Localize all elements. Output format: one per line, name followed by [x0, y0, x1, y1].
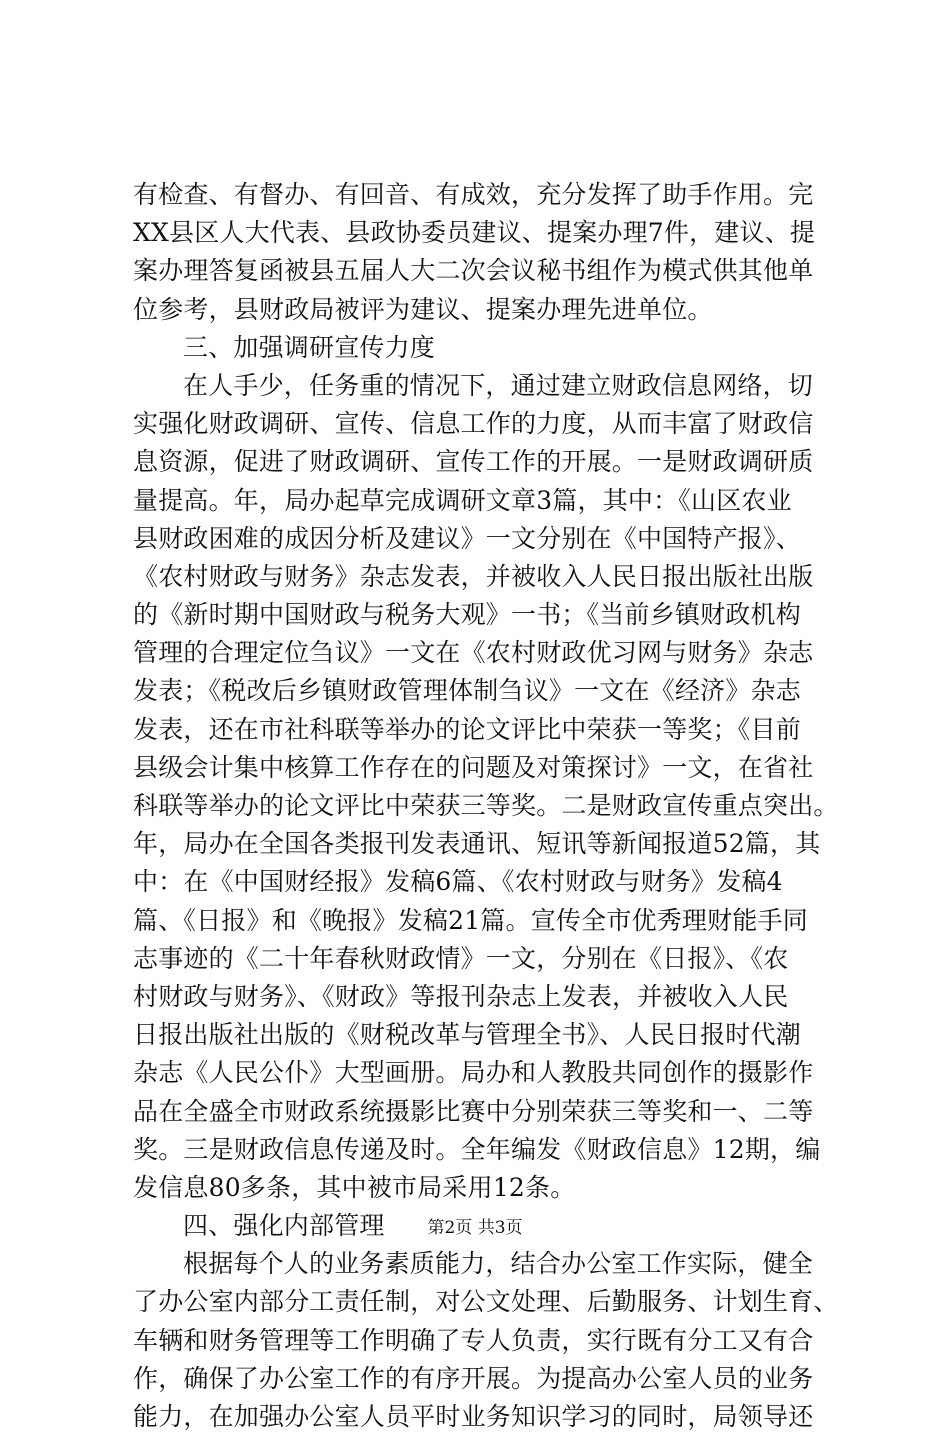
section-heading: 三、加强调研宣传力度	[183, 332, 436, 362]
text-line: 管理的合理定位刍议》一文在《农村财政优习网与财务》杂志	[133, 638, 814, 668]
text-line: 车辆和财务管理等工作明确了专人负责，实行既有分工又有合	[133, 1325, 814, 1355]
text-line: 发表；《税改后乡镇财政管理体制刍议》一文在《经济》杂志	[133, 676, 801, 706]
text-line: 科联等举办的论文评比中荣获三等奖。二是财政宣传重点突出。	[133, 791, 839, 820]
text-line: 日报出版社出版的《财税改革与管理全书》、人民日报时代潮	[133, 1020, 801, 1050]
text-line: XX县区人大代表、县政协委员建议、提案办理7件，建议、提	[133, 218, 816, 248]
text-line: 根据每个人的业务素质能力，结合办公室工作实际，健全	[183, 1249, 814, 1279]
text-line: 发信息80多条，其中被市局采用12条。	[133, 1172, 576, 1202]
text-line: 实强化财政调研、宣传、信息工作的力度，从而丰富了财政信	[133, 409, 814, 439]
text-line: 案办理答复函被县五届人大二次会议秘书组作为模式供其他单	[133, 256, 814, 286]
text-line: 位参考，县财政局被评为建议、提案办理先进单位。	[133, 294, 713, 324]
text-line: 县级会计集中核算工作存在的问题及对策探讨》一文，在省社	[133, 752, 814, 782]
text-line: 的《新时期中国财政与税务大观》一书；《当前乡镇财政机构	[133, 600, 801, 630]
text-line: 量提高。年，局办起草完成调研文章3篇，其中：《山区农业	[133, 485, 792, 515]
section-heading: 四、强化内部管理	[183, 1211, 385, 1241]
text-line: 村财政与财务》、《财政》等报刊杂志上发表，并被收入人民	[133, 981, 789, 1011]
page-number-footer: 第2页 共3页	[427, 1218, 523, 1238]
text-line: 有检查、有督办、有回音、有成效，充分发挥了助手作用。完	[133, 180, 814, 209]
text-line: 篇、《日报》和《晚报》发稿21篇。宣传全市优秀理财能手同	[133, 905, 808, 935]
text-line: 中：在《中国财经报》发稿6篇、《农村财政与财务》发稿4	[133, 867, 783, 897]
text-line: 品在全盛全市财政系统摄影比赛中分别荣获三等奖和一、二等	[133, 1096, 814, 1126]
text-line: 杂志《人民公仆》大型画册。局办和人教股共同创作的摄影作	[133, 1058, 814, 1088]
text-line: 能力，在加强办公室人员平时业务知识学习的同时，局领导还	[133, 1402, 814, 1431]
body-text	[133, 176, 839, 1436]
text-line: 志事迹的《二十年春秋财政情》一文，分别在《日报》、《农	[133, 943, 789, 973]
text-line: 息资源，促进了财政调研、宣传工作的开展。一是财政调研质	[133, 447, 814, 477]
text-line: 《农村财政与财务》杂志发表，并被收入人民日报出版社出版	[133, 561, 814, 591]
text-line: 年，局办在全国各类报刊发表通讯、短讯等新闻报道52篇，其	[133, 829, 821, 859]
text-line: 发表，还在市社科联等举办的论文评比中荣获一等奖；《目前	[133, 714, 801, 744]
text-line: 在人手少，任务重的情况下，通过建立财政信息网络，切	[183, 370, 814, 400]
text-line: 奖。三是财政信息传递及时。全年编发《财政信息》12期，编	[133, 1134, 821, 1164]
text-line: 作，确保了办公室工作的有序开展。为提高办公室人员的业务	[133, 1363, 814, 1393]
text-line: 了办公室内部分工责任制，对公文处理、后勤服务、计划生育、	[133, 1287, 839, 1317]
text-line: 县财政困难的成因分析及建议》一文分别在《中国特产报》、	[133, 523, 801, 553]
